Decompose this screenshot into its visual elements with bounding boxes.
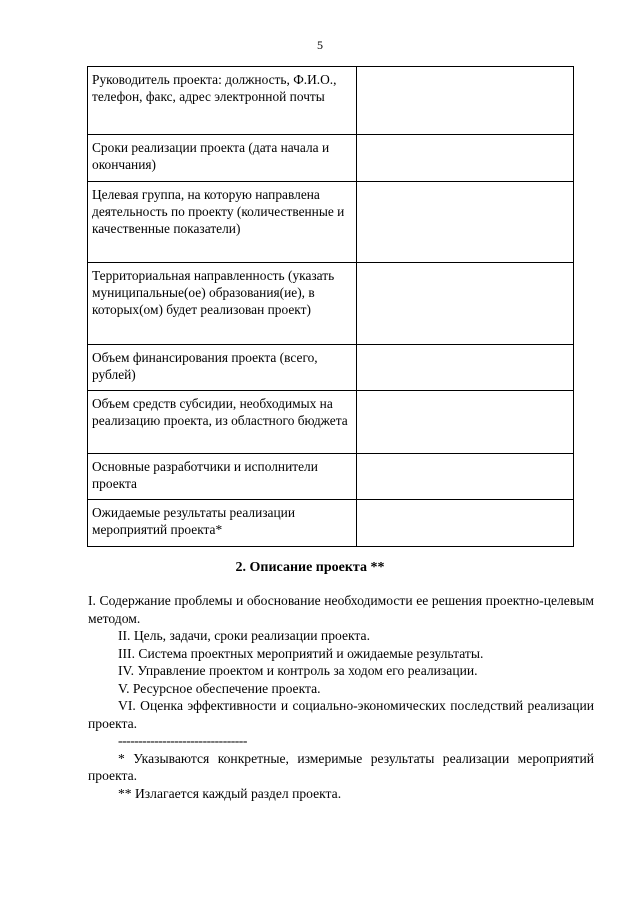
row-label-target-group: Целевая группа, на которую направлена деятельность по проекту (количественные и качественные показатели): [88, 182, 357, 263]
row-label-manager: Руководитель проекта: должность, Ф.И.О., телефон, факс, адрес электронной почты: [88, 67, 357, 135]
row-value-funding[interactable]: [357, 345, 574, 391]
row-label-funding: Объем финансирования проекта (всего, рублей): [88, 345, 357, 391]
page-number: 5: [317, 38, 323, 52]
list-item: III. Система проектных мероприятий и ожидаемые результаты.: [118, 645, 484, 661]
row-label-subsidy: Объем средств субсидии, необходимых на реализацию проекта, из областного бюджета: [88, 391, 357, 454]
section-title: 2. Описание проекта **: [235, 560, 385, 575]
row-label-results: Ожидаемые результаты реализации мероприятий проекта*: [88, 500, 357, 547]
list-item: II. Цель, задачи, сроки реализации проекта.: [118, 628, 370, 643]
footnote-1: * Указываются конкретные, измеримые результаты реализации мероприятий проекта.: [88, 750, 594, 783]
list-item: I. Содержание проблемы и обоснование необходимости ее решения проектно-целевым методом.: [88, 593, 594, 626]
table-row: [88, 391, 574, 454]
table-row: [88, 67, 574, 135]
footnote-separator: --------------------------------: [118, 733, 247, 748]
row-value-subsidy[interactable]: [357, 391, 574, 454]
row-value-territory[interactable]: [357, 263, 574, 345]
row-value-timeline[interactable]: [357, 135, 574, 182]
table-row: [88, 182, 574, 263]
table-row: [88, 263, 574, 345]
footnote-2: ** Излагается каждый раздел проекта.: [118, 785, 342, 801]
row-label-territory: Территориальная направленность (указать муниципальные(ое) образования(ие), в которых(ом) будет реализован проект): [88, 263, 357, 345]
list-item: IV. Управление проектом и контроль за ходом его реализации.: [118, 663, 478, 678]
table-row: [88, 454, 574, 500]
row-value-manager[interactable]: [357, 67, 574, 135]
table-row: [88, 345, 574, 391]
row-label-timeline: Сроки реализации проекта (дата начала и окончания): [88, 135, 357, 182]
list-item: VI. Оценка эффективности и социально-экономических последствий реализации проекта.: [88, 698, 594, 731]
list-item: V. Ресурсное обеспечение проекта.: [118, 680, 321, 696]
row-value-developers[interactable]: [357, 454, 574, 500]
table-row: [88, 500, 574, 547]
row-value-target-group[interactable]: [357, 182, 574, 263]
section-body: [88, 592, 594, 802]
project-info-table: [87, 66, 574, 547]
row-label-developers: Основные разработчики и исполнители проекта: [88, 454, 357, 500]
table-row: [88, 135, 574, 182]
row-value-results[interactable]: [357, 500, 574, 547]
